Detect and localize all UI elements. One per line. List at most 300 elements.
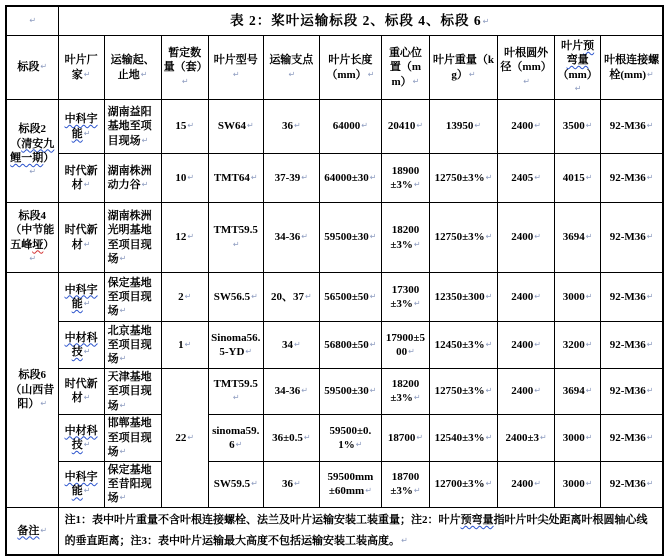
- cell-blade-length[interactable]: [319, 414, 381, 461]
- cell-text: 运输起、止地: [110, 54, 155, 81]
- paragraph-mark-icon: ↵: [119, 447, 127, 457]
- cell-text: 垭: [32, 238, 44, 251]
- cell-text: 湖南株洲光明基地至项目现场: [107, 209, 152, 265]
- paragraph-mark-icon: ↵: [83, 69, 91, 79]
- cell-text: sinoma59.6: [212, 424, 260, 451]
- cell-transport-fulcrum[interactable]: [263, 273, 319, 322]
- cell-text: 1: [178, 338, 184, 351]
- cell-transport-fulcrum[interactable]: [263, 154, 319, 203]
- cell-text: 预弯量: [460, 513, 494, 526]
- paragraph-mark-icon: ↵: [288, 69, 296, 79]
- cell-text: 2: [178, 290, 184, 303]
- paragraph-mark-icon: ↵: [83, 299, 91, 308]
- paragraph-mark-icon: ↵: [83, 486, 91, 496]
- cell-manufacturer[interactable]: [58, 322, 104, 369]
- table-row: [6, 322, 663, 369]
- cell-text: ）: [43, 152, 55, 164]
- paragraph-mark-icon: ↵: [534, 339, 541, 349]
- cell-text: 12750±3%: [434, 385, 485, 398]
- paragraph-mark-icon: ↵: [646, 291, 654, 301]
- paragraph-mark-icon: ↵: [646, 432, 654, 442]
- cell-prebend[interactable]: [555, 369, 601, 415]
- cell-route[interactable]: [104, 414, 161, 461]
- cell-prebend[interactable]: [555, 273, 601, 322]
- paragraph-mark-icon: ↵: [485, 339, 493, 349]
- cell-root-diameter[interactable]: [498, 461, 555, 507]
- paragraph-mark-icon: ↵: [485, 232, 493, 242]
- cell-text: 表 2：桨叶运输标段 2、标段 4、标段 6: [230, 13, 482, 29]
- paragraph-mark-icon: ↵: [141, 180, 149, 189]
- table-row: [6, 6, 663, 36]
- paragraph-mark-icon: ↵: [534, 121, 541, 131]
- cell-blade-model[interactable]: [208, 369, 263, 415]
- cell-text: 注1：表中叶片重量不含叶根连接螺栓、法兰及叶片运输安装工装重量；注2：叶片: [64, 513, 461, 526]
- paragraph-mark-icon: ↵: [83, 239, 91, 249]
- cell-text: 92-M36: [609, 231, 646, 244]
- paragraph-mark-icon: ↵: [40, 62, 48, 72]
- header-cog-position[interactable]: [381, 36, 429, 100]
- cell-text: 36: [281, 478, 293, 491]
- cell-manufacturer[interactable]: [58, 461, 104, 507]
- header-transport-fulcrum[interactable]: [263, 36, 319, 100]
- paragraph-mark-icon: ↵: [119, 493, 127, 503]
- paragraph-mark-icon: ↵: [141, 135, 149, 145]
- cell-text: 92-M36: [609, 385, 646, 398]
- paragraph-mark-icon: ↵: [187, 432, 195, 442]
- cell-transport-fulcrum[interactable]: [263, 461, 319, 507]
- cell-root-diameter[interactable]: [498, 322, 555, 369]
- paragraph-mark-icon: ↵: [482, 17, 491, 27]
- cell-text: ）: [43, 238, 55, 251]
- cell-text: 92-M36: [609, 478, 646, 491]
- cell-cog-position[interactable]: [381, 461, 429, 507]
- cell-text: 2400: [511, 385, 534, 398]
- paragraph-mark-icon: ↵: [369, 172, 377, 182]
- header-manufacturer[interactable]: [58, 36, 104, 100]
- cell-cog-position[interactable]: [381, 414, 429, 461]
- table-row: [6, 36, 663, 100]
- cell-text: 2400±3: [505, 431, 539, 444]
- cell-text: 92-M36: [609, 290, 646, 303]
- header-blade-model[interactable]: [208, 36, 263, 100]
- cell-quantity[interactable]: [161, 100, 208, 154]
- table-row: [6, 507, 663, 555]
- cell-manufacturer[interactable]: [58, 100, 104, 154]
- cell-cog-position[interactable]: [381, 322, 429, 369]
- cell-text: 叶根连接螺栓(mm): [604, 54, 660, 81]
- cell-text: SW59.5: [213, 478, 251, 491]
- table-row: [6, 369, 663, 415]
- paragraph-mark-icon: ↵: [416, 432, 424, 442]
- cell-root-diameter[interactable]: [498, 273, 555, 322]
- cell-quantity[interactable]: [161, 154, 208, 203]
- cell-quantity[interactable]: [161, 203, 208, 273]
- cell-text: 92-M36: [609, 431, 646, 444]
- cell-text: 湖南株洲动力谷: [107, 164, 152, 191]
- cell-blade-model[interactable]: [208, 461, 263, 507]
- cell-text: 时代新材: [64, 378, 98, 405]
- paragraph-mark-icon: ↵: [413, 239, 421, 249]
- paragraph-mark-icon: ↵: [119, 306, 127, 316]
- cell-cog-position[interactable]: [381, 154, 429, 203]
- cell-text: 20、37: [270, 290, 304, 303]
- paragraph-mark-icon: ↵: [369, 339, 377, 349]
- cell-transport-fulcrum[interactable]: [263, 100, 319, 154]
- cell-text: 92-M36: [609, 120, 646, 133]
- cell-text: SW64: [217, 120, 246, 133]
- paragraph-mark-icon: ↵: [646, 232, 654, 242]
- cell-text: 56500±50: [324, 290, 369, 303]
- cell-root-diameter[interactable]: [498, 203, 555, 273]
- cell-transport-fulcrum[interactable]: [263, 369, 319, 415]
- cell-prebend[interactable]: [555, 100, 601, 154]
- cell-quantity[interactable]: [161, 369, 208, 508]
- cell-text: 叶根圆外径（mm）: [500, 47, 552, 74]
- cell-route[interactable]: [104, 322, 161, 369]
- cell-text: TMT59.5: [213, 378, 258, 391]
- cell-transport-fulcrum[interactable]: [263, 322, 319, 369]
- cell-text: 标段4（中节能五峰: [10, 209, 55, 251]
- cell-root-bolts[interactable]: [601, 369, 663, 415]
- cell-text: 重心位置（mm）: [388, 47, 422, 88]
- cell-blade-weight[interactable]: [429, 414, 497, 461]
- cell-blade-weight[interactable]: [429, 203, 497, 273]
- paragraph-mark-icon: ↵: [187, 172, 195, 182]
- cell-text: TMT64: [213, 171, 250, 184]
- paragraph-mark-icon: ↵: [574, 83, 582, 93]
- paragraph-mark-icon: ↵: [29, 253, 37, 263]
- cell-route[interactable]: [104, 461, 161, 507]
- cell-text: 叶片重量（kg）: [432, 54, 495, 81]
- cell-transport-fulcrum[interactable]: [263, 414, 319, 461]
- paragraph-mark-icon: ↵: [83, 180, 91, 189]
- cell-prebend[interactable]: [555, 203, 601, 273]
- paragraph-mark-icon: ↵: [119, 400, 127, 410]
- cell-root-bolts[interactable]: [601, 414, 663, 461]
- cell-root-bolts[interactable]: [601, 273, 663, 322]
- cell-text: 92-M36: [609, 171, 646, 184]
- paragraph-mark-icon: ↵: [184, 291, 192, 301]
- cell-text: 3000: [562, 290, 585, 303]
- cell-text: 保定基地至项目现场: [107, 276, 152, 318]
- paragraph-mark-icon: ↵: [301, 386, 308, 396]
- cell-blade-weight[interactable]: [429, 154, 497, 203]
- cell-blade-length[interactable]: [319, 203, 381, 273]
- paragraph-mark-icon: ↵: [293, 339, 301, 349]
- paragraph-mark-icon: ↵: [250, 172, 258, 182]
- table-title[interactable]: [58, 6, 663, 36]
- cell-text: 中科宇能: [64, 283, 98, 310]
- paragraph-mark-icon: ↵: [485, 172, 493, 182]
- cell-transport-fulcrum[interactable]: [263, 203, 319, 273]
- cell-blade-weight[interactable]: [429, 369, 497, 415]
- cell-text: 标段2（: [10, 123, 47, 150]
- paragraph-mark-icon: ↵: [585, 291, 593, 301]
- corner-cell[interactable]: [6, 6, 58, 36]
- header-route[interactable]: [104, 36, 161, 100]
- paragraph-mark-icon: ↵: [523, 76, 530, 86]
- paragraph-mark-icon: ↵: [301, 172, 308, 182]
- cell-text: 预弯量: [566, 39, 595, 67]
- paragraph-mark-icon: ↵: [304, 291, 312, 301]
- cell-text: 叶片型号: [213, 54, 258, 67]
- cell-text: 12540±3%: [434, 431, 485, 444]
- paragraph-mark-icon: ↵: [361, 121, 368, 131]
- header-root-bolts[interactable]: [601, 36, 663, 100]
- paragraph-mark-icon: ↵: [585, 432, 593, 442]
- cell-cog-position[interactable]: [381, 273, 429, 322]
- cell-root-diameter[interactable]: [498, 154, 555, 203]
- table-row: [6, 154, 663, 203]
- cell-text: SW56.5: [213, 290, 251, 303]
- cell-blade-length[interactable]: [319, 322, 381, 369]
- cell-blade-model[interactable]: [208, 203, 263, 273]
- header-quantity[interactable]: [161, 36, 208, 100]
- cell-text: 指叶片叶尖处距离叶根圆轴心线的垂直距离；注3：表中叶片运输最大高度不包括运输安装工装高度。: [64, 513, 648, 547]
- paragraph-mark-icon: ↵: [293, 121, 301, 131]
- cell-text: 4015: [562, 171, 585, 184]
- cell-text: 2400: [511, 290, 534, 303]
- paragraph-mark-icon: ↵: [232, 393, 240, 403]
- cell-text: 标段: [17, 61, 40, 74]
- cell-text: 2400: [511, 231, 534, 244]
- header-blade-length[interactable]: [319, 36, 381, 100]
- paragraph-mark-icon: ↵: [408, 347, 415, 356]
- cell-text: 3694: [562, 385, 585, 398]
- paragraph-mark-icon: ↵: [83, 128, 91, 138]
- cell-blade-length[interactable]: [319, 100, 381, 154]
- cell-text: 17900±500: [385, 331, 425, 358]
- cell-root-diameter[interactable]: [498, 100, 555, 154]
- table-row: [6, 461, 663, 507]
- cell-root-bolts[interactable]: [601, 322, 663, 369]
- cell-text: 18700: [387, 431, 416, 444]
- paragraph-mark-icon: ↵: [140, 69, 148, 79]
- paragraph-mark-icon: ↵: [40, 399, 48, 409]
- paragraph-mark-icon: ↵: [585, 232, 593, 242]
- paragraph-mark-icon: ↵: [540, 432, 547, 442]
- table-row: [6, 203, 663, 273]
- cell-manufacturer[interactable]: [58, 369, 104, 415]
- paragraph-mark-icon: ↵: [119, 354, 127, 364]
- cell-blade-model[interactable]: [208, 100, 263, 154]
- paragraph-mark-icon: ↵: [534, 479, 541, 489]
- header-blade-weight[interactable]: [429, 36, 497, 100]
- header-root-diameter[interactable]: [498, 36, 555, 100]
- cell-text: 34-36: [274, 385, 301, 398]
- cell-text: 56800±50: [324, 338, 369, 351]
- cell-text: 湖南益阳基地至项目现场: [107, 106, 152, 147]
- cell-text: 2400: [511, 338, 534, 351]
- paragraph-mark-icon: ↵: [647, 69, 654, 79]
- cell-text: 清安九鲤一期: [10, 137, 55, 164]
- cell-blade-model[interactable]: [208, 414, 263, 461]
- paragraph-mark-icon: ↵: [534, 291, 541, 301]
- cell-blade-model[interactable]: [208, 273, 263, 322]
- cell-text: （mm）: [557, 68, 598, 81]
- cell-text: 2405: [511, 171, 534, 184]
- cell-blade-length[interactable]: [319, 273, 381, 322]
- cell-text: 备注: [17, 524, 40, 537]
- cell-text: 15: [175, 120, 187, 133]
- cell-route[interactable]: [104, 369, 161, 415]
- cell-text: 18700±3%: [390, 471, 420, 498]
- paragraph-mark-icon: ↵: [534, 232, 541, 242]
- paragraph-mark-icon: ↵: [585, 386, 593, 396]
- cell-prebend[interactable]: [555, 322, 601, 369]
- cell-text: 天津基地至项目现场: [107, 371, 152, 412]
- cell-route[interactable]: [104, 100, 161, 154]
- paragraph-mark-icon: ↵: [369, 291, 377, 301]
- paragraph-mark-icon: ↵: [293, 479, 301, 489]
- paragraph-mark-icon: ↵: [646, 121, 654, 131]
- paragraph-mark-icon: ↵: [29, 167, 37, 177]
- cell-text: 20410: [387, 120, 416, 133]
- paragraph-mark-icon: ↵: [365, 486, 372, 496]
- table-row: [6, 273, 663, 322]
- paragraph-mark-icon: ↵: [246, 121, 254, 131]
- cell-blade-model[interactable]: [208, 322, 263, 369]
- cell-text: 2400: [511, 120, 534, 133]
- paragraph-mark-icon: ↵: [251, 479, 258, 489]
- cell-prebend[interactable]: [555, 414, 601, 461]
- cell-manufacturer[interactable]: [58, 273, 104, 322]
- paragraph-mark-icon: ↵: [355, 439, 363, 449]
- paragraph-mark-icon: ↵: [232, 239, 240, 249]
- cell-text: 59500±30: [324, 385, 369, 398]
- cell-root-diameter[interactable]: [498, 369, 555, 415]
- cell-root-diameter[interactable]: [498, 414, 555, 461]
- paragraph-mark-icon: ↵: [181, 76, 189, 86]
- cell-text: 59500±30: [324, 231, 369, 244]
- cell-root-bolts[interactable]: [601, 461, 663, 507]
- paragraph-mark-icon: ↵: [413, 393, 421, 403]
- cell-text: 92-M36: [609, 338, 646, 351]
- cell-text: 12: [175, 231, 187, 244]
- paragraph-mark-icon: ↵: [646, 479, 654, 489]
- cell-text: 59500±0.1%: [329, 424, 372, 451]
- cell-text: 22: [175, 431, 187, 444]
- cell-root-bolts[interactable]: [601, 154, 663, 203]
- cell-text: 时代新材: [64, 164, 98, 191]
- cell-root-bolts[interactable]: [601, 203, 663, 273]
- paragraph-mark-icon: ↵: [534, 386, 541, 396]
- cell-section[interactable]: [6, 203, 58, 273]
- paragraph-mark-icon: ↵: [485, 432, 493, 442]
- header-prebend[interactable]: [555, 36, 601, 100]
- blade-transport-table: [5, 5, 664, 556]
- cell-text: 13950: [445, 120, 474, 133]
- cell-cog-position[interactable]: [381, 100, 429, 154]
- cell-route[interactable]: [104, 154, 161, 203]
- cell-root-bolts[interactable]: [601, 100, 663, 154]
- cell-text: 12450±3%: [434, 338, 485, 351]
- paragraph-mark-icon: ↵: [534, 172, 541, 182]
- note-text[interactable]: [58, 507, 663, 555]
- table-body: [6, 6, 663, 555]
- cell-text: 17300±3%: [390, 283, 420, 310]
- cell-text: 12750±3%: [434, 231, 485, 244]
- cell-blade-weight[interactable]: [429, 461, 497, 507]
- cell-blade-weight[interactable]: [429, 322, 497, 369]
- cell-text: 34: [281, 338, 293, 351]
- cell-text: 18900±3%: [390, 164, 420, 191]
- paragraph-mark-icon: ↵: [29, 15, 37, 25]
- cell-text: 64000±30: [324, 171, 369, 184]
- paragraph-mark-icon: ↵: [646, 172, 654, 182]
- paragraph-mark-icon: ↵: [245, 347, 253, 356]
- cell-manufacturer[interactable]: [58, 203, 104, 273]
- cell-blade-length[interactable]: [319, 461, 381, 507]
- cell-blade-model[interactable]: [208, 154, 263, 203]
- cell-manufacturer[interactable]: [58, 414, 104, 461]
- paragraph-mark-icon: ↵: [235, 439, 243, 449]
- cell-blade-length[interactable]: [319, 369, 381, 415]
- cell-route[interactable]: [104, 273, 161, 322]
- cell-text: 18200±3%: [390, 224, 420, 251]
- paragraph-mark-icon: ↵: [474, 121, 482, 131]
- paragraph-mark-icon: ↵: [369, 386, 377, 396]
- paragraph-mark-icon: ↵: [83, 347, 91, 356]
- cell-route[interactable]: [104, 203, 161, 273]
- cell-blade-length[interactable]: [319, 154, 381, 203]
- cell-text: 12350±300: [434, 290, 485, 303]
- paragraph-mark-icon: ↵: [401, 535, 408, 545]
- cell-text: 2400: [511, 478, 534, 491]
- cell-text: 64000: [332, 120, 361, 133]
- cell-text: 3000: [562, 431, 585, 444]
- cell-text: 运输支点: [269, 54, 314, 67]
- paragraph-mark-icon: ↵: [585, 479, 593, 489]
- cell-section[interactable]: [6, 273, 58, 508]
- paragraph-mark-icon: ↵: [187, 121, 195, 131]
- cell-quantity[interactable]: [161, 273, 208, 322]
- table-row: [6, 100, 663, 154]
- paragraph-mark-icon: ↵: [119, 253, 127, 263]
- cell-text: 中材科技: [64, 331, 98, 358]
- cell-text: 中材科技: [64, 424, 98, 451]
- cell-text: 时代新材: [64, 224, 98, 251]
- cell-text: 3200: [562, 338, 585, 351]
- paragraph-mark-icon: ↵: [646, 339, 654, 349]
- cell-manufacturer[interactable]: [58, 154, 104, 203]
- paragraph-mark-icon: ↵: [83, 393, 91, 403]
- cell-quantity[interactable]: [161, 322, 208, 369]
- cell-prebend[interactable]: [555, 461, 601, 507]
- cell-blade-weight[interactable]: [429, 273, 497, 322]
- cell-text: 中科宇能: [64, 471, 98, 498]
- cell-text: Sinoma56.5-YD: [211, 331, 261, 358]
- paragraph-mark-icon: ↵: [416, 121, 424, 131]
- cell-section[interactable]: [6, 100, 58, 203]
- paragraph-mark-icon: ↵: [585, 121, 593, 131]
- cell-cog-position[interactable]: [381, 369, 429, 415]
- cell-prebend[interactable]: [555, 154, 601, 203]
- cell-text: 10: [175, 171, 187, 184]
- cell-text: 叶片: [561, 39, 584, 52]
- paragraph-mark-icon: ↵: [585, 172, 593, 182]
- note-label[interactable]: [6, 507, 58, 555]
- cell-text: 邯郸基地至项目现场: [107, 417, 152, 459]
- paragraph-mark-icon: ↵: [646, 386, 654, 396]
- paragraph-mark-icon: ↵: [40, 525, 48, 535]
- cell-blade-weight[interactable]: [429, 100, 497, 154]
- cell-text: 36±0.5: [272, 431, 303, 444]
- cell-cog-position[interactable]: [381, 203, 429, 273]
- paragraph-mark-icon: ↵: [303, 432, 311, 442]
- cell-text: 中科宇能: [64, 113, 98, 140]
- header-section[interactable]: [6, 36, 58, 100]
